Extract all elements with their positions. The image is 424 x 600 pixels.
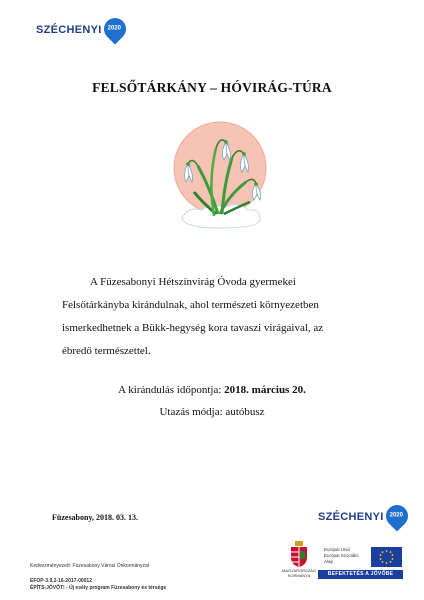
paragraph-line: A Füzesabonyi Hétszínvirág Óvoda gyermekei bbox=[90, 276, 296, 288]
eu-line: Európai Unió bbox=[324, 547, 351, 552]
eu-text bbox=[324, 547, 368, 565]
trip-date bbox=[0, 384, 424, 396]
eu-banner: BEFEKTETÉS A JÖVŐBE bbox=[318, 570, 403, 579]
trip-date-value: 2018. március 20. bbox=[224, 384, 306, 396]
page-title: FELSŐTÁRKÁNY – HÓVIRÁG-TÚRA bbox=[92, 80, 332, 95]
map-pin-icon bbox=[99, 13, 130, 44]
logo-badge: 2020 bbox=[107, 25, 121, 32]
hungarian-coat-of-arms-icon bbox=[289, 541, 309, 567]
beneficiary: Kedvezményezett: Füzesabony Városi Önkormányzat bbox=[30, 563, 150, 569]
eu-line: Alap bbox=[324, 559, 334, 564]
eu-flag-icon bbox=[371, 547, 402, 567]
logo-badge: 2020 bbox=[389, 512, 403, 519]
gov-line: MAGYARORSZÁG bbox=[282, 568, 316, 573]
project-code: EFOP-3.9.2-16-2017-00012 bbox=[30, 578, 92, 584]
logo-text: SZÉCHENYI bbox=[318, 511, 384, 523]
paragraph-line: ismerkedhetnek a Bükk-hegység kora tavaszi virágaival, az bbox=[62, 322, 324, 334]
government-text bbox=[276, 568, 322, 578]
gov-line: KORMÁNYA bbox=[287, 573, 311, 578]
place-and-date: Füzesabony, 2018. 03. 13. bbox=[52, 513, 139, 522]
szechenyi-2020-logo-top bbox=[36, 16, 136, 44]
project-title: ÉPÍTS-JÖVŐT! - Új esély program Füzesabony és térsége bbox=[30, 585, 167, 591]
travel-mode: Utazás módja: autóbusz bbox=[159, 406, 265, 418]
paragraph-line: ébredő természettel. bbox=[62, 345, 151, 357]
paragraph-line: Felsőtárkányba kirándulnak, ahol természeti környezetben bbox=[62, 299, 319, 311]
logo-text: SZÉCHENYI bbox=[36, 24, 102, 36]
szechenyi-2020-logo-bottom bbox=[318, 503, 418, 533]
intro-paragraph bbox=[62, 271, 362, 363]
trip-date-label: A kirándulás időpontja: bbox=[118, 384, 225, 396]
eu-line: Európai Szociális bbox=[324, 553, 359, 558]
map-pin-icon bbox=[381, 500, 412, 531]
snowdrop-flowers-illustration bbox=[168, 118, 272, 238]
